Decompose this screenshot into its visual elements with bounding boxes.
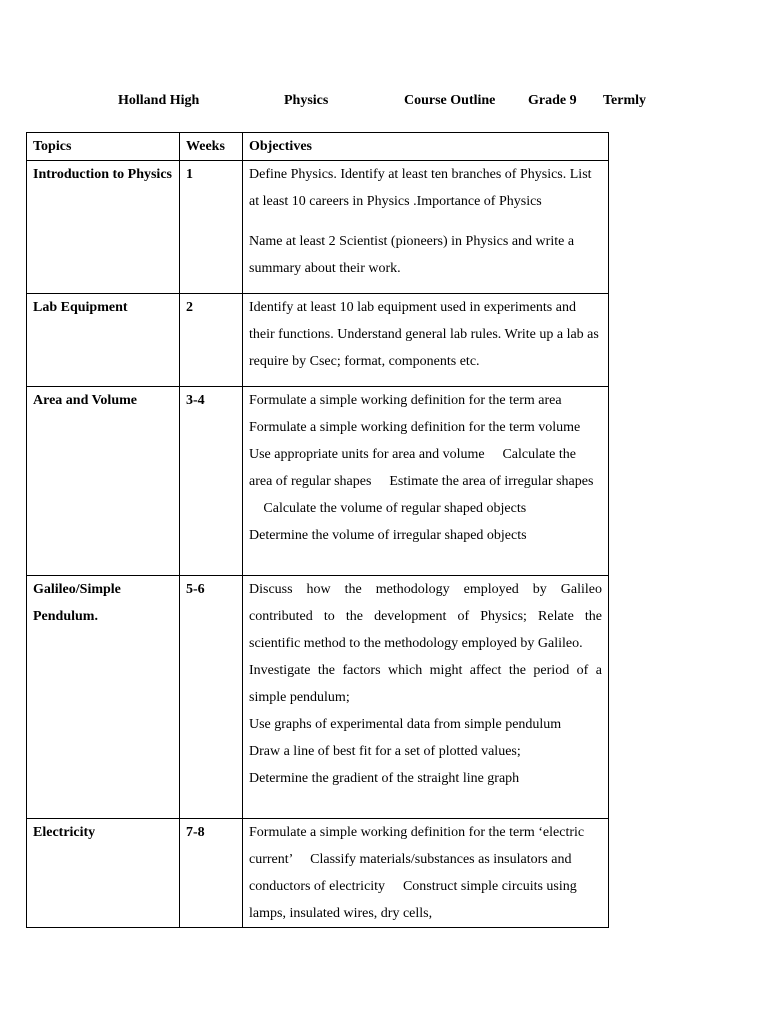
table-row [27, 294, 609, 387]
objectives-cell [243, 294, 609, 387]
document-header [0, 93, 768, 113]
weeks-cell: 3-4 [180, 387, 243, 576]
course-outline-table [26, 132, 609, 928]
objective-text: Formulate a simple working definition for the term ‘electric current’ Classify materials/substances as insulators and conductors of electricity Construct simple circuits using lamps, insulated wires, dry cells, [249, 825, 585, 921]
grade-label: Grade 9 [528, 93, 577, 108]
objective-text: Define Physics. Identify at least ten branches of Physics. List at least 10 careers in Physics .Importance of Physics [249, 167, 592, 209]
objective-text: Investigate the factors which might affect the period of a simple pendulum; [249, 663, 602, 705]
objectives-cell [243, 161, 609, 294]
objective-text: Discuss how the methodology employed by Galileo contributed to the development of Physics; Relate the scientific method to the methodology employed by Galileo. [249, 582, 602, 651]
term-label: Termly [603, 93, 647, 108]
objective-text: Determine the gradient of the straight line graph [249, 771, 520, 786]
table-row [27, 819, 609, 928]
objectives-cell [243, 576, 609, 819]
weeks-cell: 2 [180, 294, 243, 387]
table-row [27, 576, 609, 819]
objective-text: Name at least 2 Scientist (pioneers) in Physics and write a summary about their work. [249, 234, 575, 276]
topic-cell: Electricity [27, 819, 180, 928]
subject-name: Physics [284, 93, 329, 108]
weeks-cell: 1 [180, 161, 243, 294]
table-row [27, 161, 609, 294]
document-title: Course Outline [404, 93, 496, 108]
weeks-cell: 5-6 [180, 576, 243, 819]
topic-cell: Lab Equipment [27, 294, 180, 387]
column-header-objectives: Objectives [243, 133, 609, 161]
objective-text: Formulate a simple working definition for the term area Formulate a simple working definition for the term volume Use appropriate units for area and volume Calculate the area of regular shapes Estimate the area of irregular shapes Calculate the volume of regular shaped objects Determine the volume of irregular shaped objects [249, 393, 595, 543]
objective-text: Identify at least 10 lab equipment used in experiments and their functions. Understand general lab rules. Write up a lab as require by Csec; format, components etc. [249, 300, 599, 369]
weeks-cell: 7-8 [180, 819, 243, 928]
topic-cell: Galileo/Simple Pendulum. [27, 576, 180, 819]
objectives-cell [243, 819, 609, 928]
objective-text: Use graphs of experimental data from simple pendulum [249, 717, 562, 732]
topic-cell: Introduction to Physics [27, 161, 180, 294]
objectives-cell [243, 387, 609, 576]
school-name: Holland High [118, 93, 200, 108]
topic-cell: Area and Volume [27, 387, 180, 576]
objective-text: Draw a line of best fit for a set of plotted values; [249, 744, 521, 759]
table-header-row [27, 133, 609, 161]
column-header-topics: Topics [27, 133, 180, 161]
table-row [27, 387, 609, 576]
column-header-weeks: Weeks [180, 133, 243, 161]
